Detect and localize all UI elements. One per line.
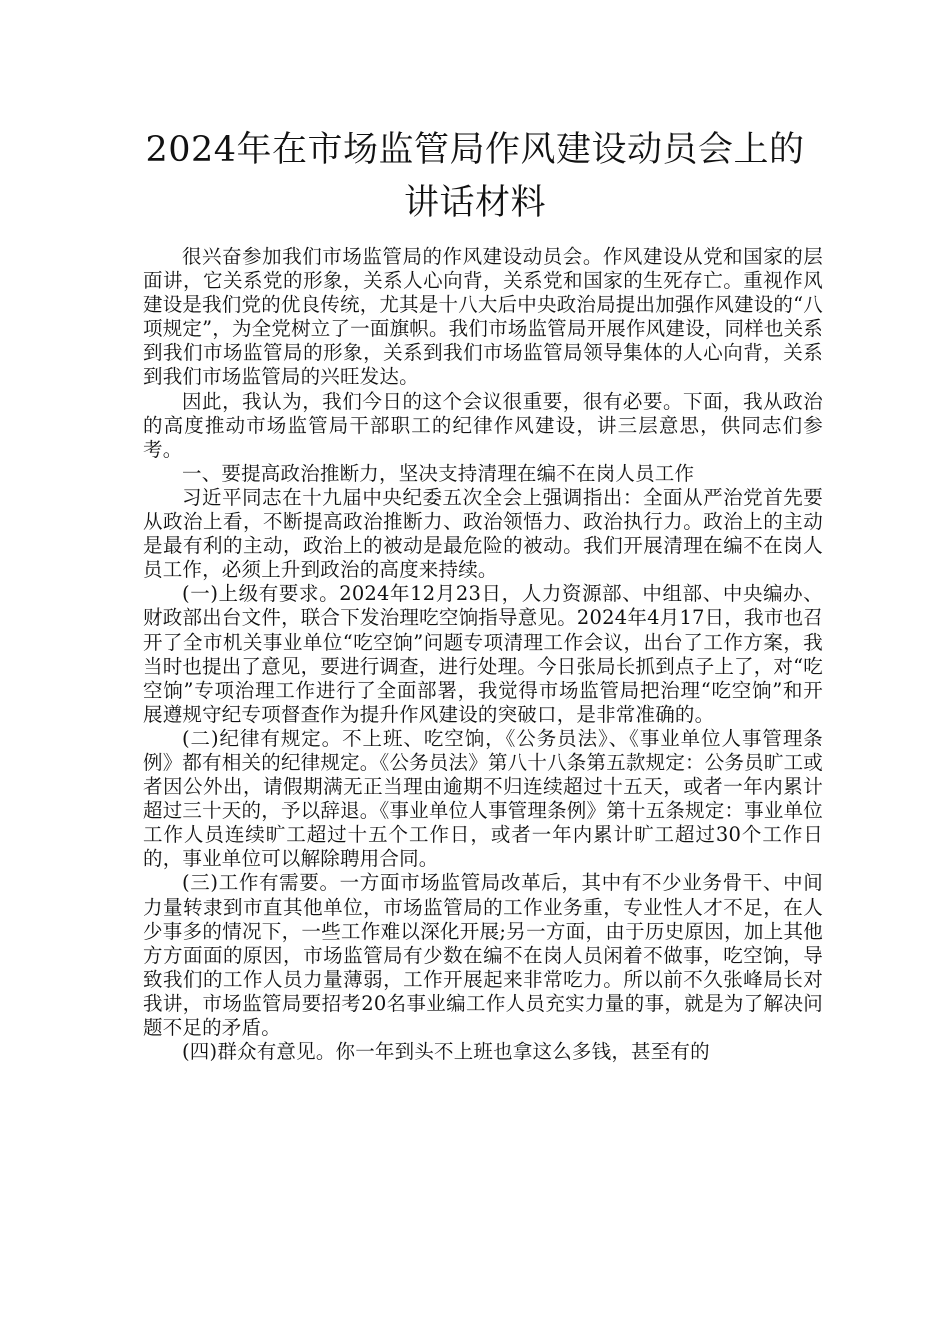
paragraph-subsection-3: (三)工作有需要。一方面市场监管局改革后，其中有不少业务骨干、中间力量转隶到市直其他单位，市场监管局的工作业务重，专业性人才不足，在人少事多的情况下，一些工作难以深化开展;另一方面，由于历史原因，加上其他方方面面的原因，市场监管局有少数在编不在岗人员闲着不做事，吃空饷，导致我们的工作人员力量薄弱，工作开展起来非常吃力。所以前不久张峰局长对我讲，市场监管局要招考20名事业编工作人员充实力量的事，就是为了解决问题不足的矛盾。 <box>143 871 823 1039</box>
paragraph-subsection-2: (二)纪律有规定。不上班、吃空饷，《公务员法》、《事业单位人事管理条例》都有相关的纪律规定。《公务员法》第八十八条第五款规定：公务员旷工或者因公外出，请假期满无正当理由逾期不归连续超过十五天，或者一年内累计超过三十天的，予以辞退。《事业单位人事管理条例》第十五条规定：事业单位工作人员连续旷工超过十五个工作日，或者一年内累计旷工超过30个工作日的，事业单位可以解除聘用合同。 <box>143 726 823 871</box>
paragraph-outline: 因此，我认为，我们今日的这个会议很重要，很有必要。下面，我从政治的高度推动市场监管局干部职工的纪律作风建设，讲三层意思，供同志们参考。 <box>143 389 823 461</box>
paragraph-subsection-4: (四)群众有意见。你一年到头不上班也拿这么多钱，甚至有的 <box>182 1040 710 1064</box>
document-title <box>140 124 810 230</box>
document-body <box>143 245 823 1064</box>
paragraph-subsection-1: (一)上级有要求。2024年12月23日，人力资源部、中组部、中央编办、财政部出台文件，联合下发治理吃空饷指导意见。2024年4月17日，我市也召开了全市机关事业单位“吃空饷”问题专项清理工作会议，出台了工作方案，我当时也提出了意见，要进行调查，进行处理。今日张局长抓到点子上了，对“吃空饷”专项治理工作进行了全面部署，我觉得市场监管局把治理“吃空饷”和开展遵规守纪专项督查作为提升作风建设的突破口，是非常准确的。 <box>143 582 823 726</box>
title-line-1: 2024年在市场监管局作风建设动员会上的 <box>145 130 805 170</box>
paragraph-section-1: 习近平同志在十九届中央纪委五次全会上强调指出：全面从严治党首先要从政治上看，不断提高政治推断力、政治领悟力、政治执行力。政治上的主动是最有利的主动，政治上的被动是最危险的被动。我们开展清理在编不在岗人员工作，必须上升到政治的高度来持续。 <box>143 485 823 582</box>
section-heading-1: 一、要提高政治推断力，坚决支持清理在编不在岗人员工作 <box>182 461 695 485</box>
title-line-2: 讲话材料 <box>403 183 546 223</box>
paragraph-intro: 很兴奋参加我们市场监管局的作风建设动员会。作风建设从党和国家的层面讲，它关系党的形象，关系人心向背，关系党和国家的生死存亡。重视作风建设是我们党的优良传统，尤其是十八大后中央政治局提出加强作风建设的“八项规定”，为全党树立了一面旗帜。我们市场监管局开展作风建设，同样也关系到我们市场监管局的形象，关系到我们市场监管局领导集体的人心向背，关系到我们市场监管局的兴旺发达。 <box>143 245 823 389</box>
